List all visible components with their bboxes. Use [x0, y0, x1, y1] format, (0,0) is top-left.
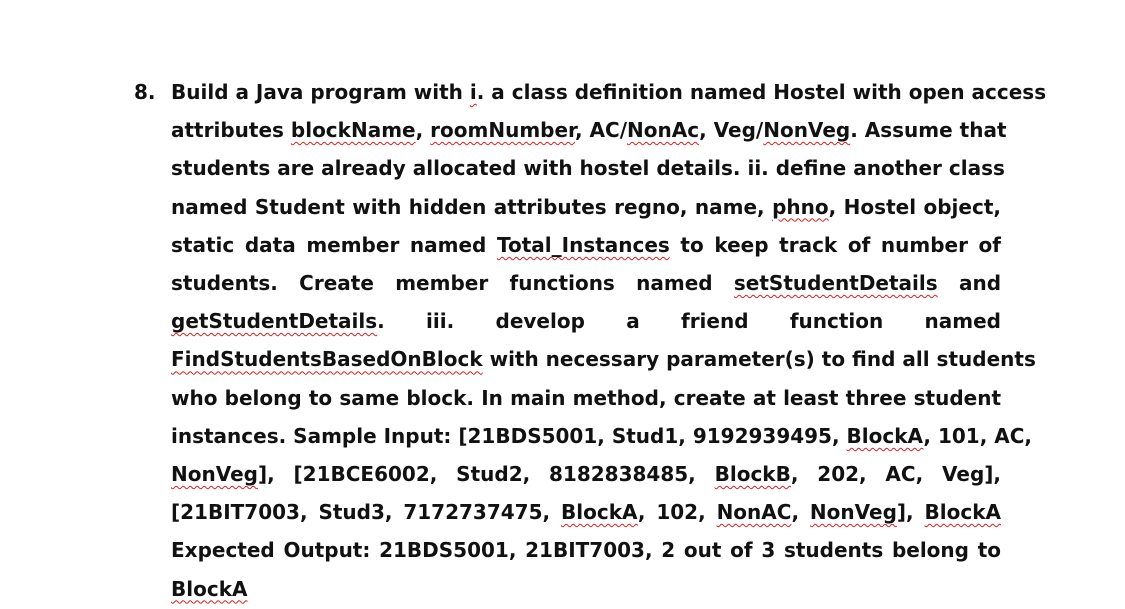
text-run: students are already allocated with hostel details. ii. define another class — [171, 156, 1005, 181]
text-run: , Veg/ — [699, 118, 764, 143]
question-number: 8. — [134, 80, 156, 104]
text-run: , 101, AC, — [923, 423, 1033, 448]
question-text-line — [171, 117, 1007, 143]
text-run: [21BIT7003, Stud3, 7172737475, — [171, 500, 561, 525]
spellcheck-flagged-word: Total_Instances — [496, 232, 670, 257]
spellcheck-flagged-word: NonVeg — [171, 462, 258, 486]
spellcheck-flagged-word: NonAc — [627, 118, 700, 143]
spellcheck-flagged-word: setStudentDetails — [733, 271, 938, 295]
text-run: , — [415, 118, 431, 143]
text-run: ], [21BCE6002, Stud2, 8182838485, — [257, 462, 715, 486]
question-text-line — [171, 346, 1036, 372]
question-text-line — [171, 499, 1001, 525]
spellcheck-flagged-word: BlockB — [714, 462, 791, 486]
text-run: ], — [896, 500, 925, 525]
spellcheck-flagged-word: FindStudentsBasedOnBlock — [171, 347, 483, 372]
question-text-line — [171, 232, 1001, 258]
text-run: with necessary parameter(s) to find all students — [482, 347, 1036, 372]
spellcheck-flagged-word: blockName — [290, 118, 416, 143]
spellcheck-flagged-word: roomNumber — [430, 118, 575, 143]
question-text-line — [171, 155, 1005, 181]
question-text-line — [171, 576, 1001, 602]
spellcheck-flagged-word: BlockA — [171, 576, 248, 601]
text-run: and — [937, 271, 1002, 295]
spellcheck-flagged-word: NonVeg — [763, 118, 851, 143]
question-text-line — [171, 194, 1001, 220]
question-text-line — [171, 385, 1001, 411]
spellcheck-flagged-word: NonAC — [716, 500, 792, 525]
question-text-line — [171, 308, 1001, 334]
spellcheck-flagged-word: NonVeg — [809, 500, 897, 525]
text-run: , Hostel object, — [828, 194, 1001, 219]
text-run: who belong to same block. In main method, create at least three student — [171, 385, 1001, 410]
spellcheck-flagged-word: getStudentDetails — [171, 309, 378, 334]
question-text-line — [171, 423, 1033, 449]
text-run: , 102, — [637, 500, 717, 525]
text-run: to keep track of number of — [669, 232, 1001, 257]
text-run: . a class definition named Hostel with open access — [476, 80, 1047, 104]
text-run: , 202, AC, Veg], — [790, 462, 1002, 486]
text-run: . iii. develop a friend function named — [377, 309, 1001, 334]
spellcheck-flagged-word: i — [469, 80, 477, 104]
spellcheck-flagged-word: BlockA — [561, 500, 638, 525]
question-text-line — [171, 270, 1001, 296]
question-text-line — [171, 537, 1001, 563]
spellcheck-flagged-word: phno — [772, 194, 829, 219]
text-run: . Assume that — [850, 118, 1007, 143]
text-run: Expected Output: 21BDS5001, 21BIT7003, 2 out of 3 students belong to — [171, 538, 1001, 563]
text-run: students. Create member functions named — [171, 271, 734, 295]
text-run: instances. Sample Input: [21BDS5001, Stud1, 9192939495, — [171, 423, 847, 448]
spellcheck-flagged-word: BlockA — [924, 500, 1002, 525]
text-run: attributes — [171, 118, 291, 143]
question-text-line — [171, 461, 1001, 487]
text-run: , AC/ — [574, 118, 628, 143]
text-run: Build a Java program with — [171, 80, 470, 104]
text-run: , — [791, 500, 810, 525]
spellcheck-flagged-word: BlockA — [846, 423, 924, 448]
question-text-line — [171, 79, 1047, 105]
text-run: static data member named — [171, 232, 497, 257]
text-run: named Student with hidden attributes regno, name, — [171, 194, 773, 219]
